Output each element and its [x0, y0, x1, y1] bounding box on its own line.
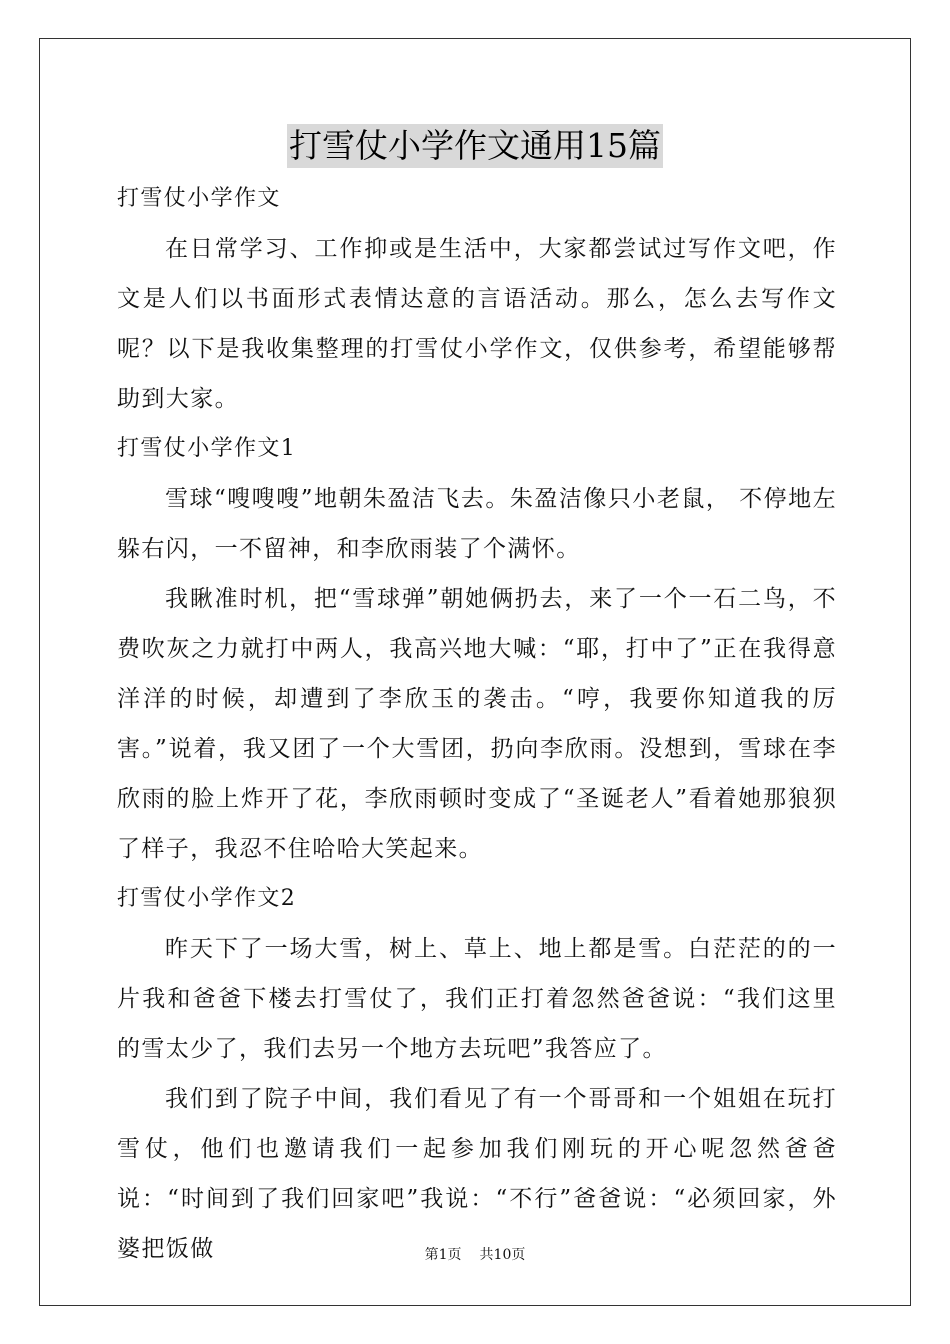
section-heading: 打雪仗小学作文	[117, 186, 281, 211]
page-footer	[0, 1244, 950, 1264]
page-total: 共10页	[479, 1247, 526, 1263]
document-body	[117, 174, 837, 1274]
paragraph: 昨天下了一场大雪，树上、草上、地上都是雪。白茫茫的的一片我和爸爸下楼去打雪仗了，我们正打着忽然爸爸说：“我们这里的雪太少了，我们去另一个地方去玩吧”我答应了。	[117, 936, 837, 1062]
paragraph: 雪球“嗖嗖嗖”地朝朱盈洁飞去。朱盈洁像只小老鼠， 不停地左躲右闪，一不留神，和李欣雨装了个满怀。	[117, 486, 837, 562]
section-heading: 打雪仗小学作文1	[117, 436, 297, 461]
paragraph: 我们到了院子中间，我们看见了有一个哥哥和一个姐姐在玩打雪仗，他们也邀请我们一起参加我们刚玩的开心呢忽然爸爸说：“时间到了我们回家吧”我说：“不行”爸爸说：“必须回家，外婆把饭做	[117, 1086, 837, 1262]
paragraph: 我瞅准时机，把“雪球弹”朝她俩扔去，来了一个一石二鸟，不费吹灰之力就打中两人，我高兴地大喊：“耶，打中了”正在我得意洋洋的时候，却遭到了李欣玉的袭击。“哼，我要你知道我的厉害。”说着，我又团了一个大雪团，扔向李欣雨。没想到，雪球在李欣雨的脸上炸开了花，李欣雨顿时变成了“圣诞老人”看着她那狼狈了样子，我忍不住哈哈大笑起来。	[117, 586, 837, 862]
document-title: 打雪仗小学作文通用15篇	[287, 124, 663, 168]
title-container	[0, 124, 950, 168]
paragraph: 在日常学习、工作抑或是生活中，大家都尝试过写作文吧，作文是人们以书面形式表情达意的言语活动。那么，怎么去写作文呢？以下是我收集整理的打雪仗小学作文，仅供参考，希望能够帮助到大家。	[117, 236, 837, 412]
page-number: 第1页	[424, 1247, 462, 1263]
section-heading: 打雪仗小学作文2	[117, 886, 297, 911]
